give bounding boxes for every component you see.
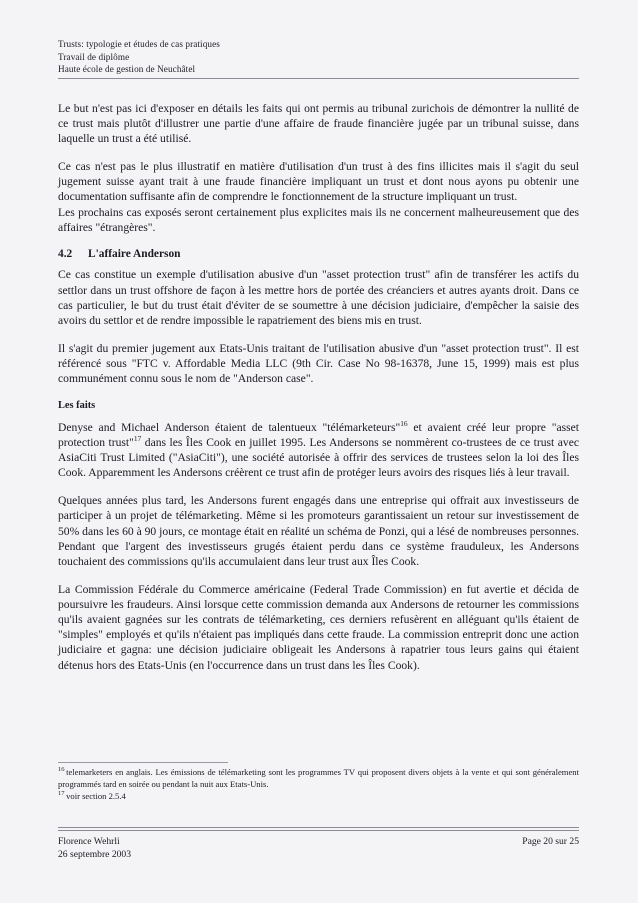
facts-text-part2: et avaient créé leur propre "asset protection trust"	[58, 420, 579, 450]
footnote-text: telemarketers en anglais. Les émissions de télémarketing sont les programmes TV qui proposent divers objets à la vente et qui sont généralement programmés tard en soirée ou pendant la nuit aux Etats-Unis.	[58, 767, 579, 789]
footer-author: Florence Wehrli	[58, 835, 120, 847]
footer-date: 26 septembre 2003	[58, 848, 132, 860]
paragraph-facts-3: La Commission Fédérale du Commerce américaine (Federal Trade Commission) en fut avertie et décida de poursuivre les fraudeurs. Ainsi lorsque cette commission demanda aux Andersons de retourner les commissions qu'ils avaient gagnées sur les contrats de télémarketing, ces derniers refusèrent en alléguant qu'ils étaient de "simples" employés et qu'ils n'étaient pas impliqués dans cette fraude. La commission entreprit donc une action judiciaire et gagna: une décision judiciaire obligeait les Andersons à rapatrier tous leurs gains qui étaient détenus hors des Etats-Unis (en l'occurrence dans un trust dans les Îles Cook).	[58, 582, 579, 672]
paragraph-next-cases: Les prochains cas exposés seront certainement plus explicites mais ils ne concernent malheureusement que des affaires "étrangères".	[58, 205, 579, 234]
subheading-les-faits: Les faits	[58, 399, 96, 411]
footer-left-block	[58, 835, 131, 861]
document-body	[58, 101, 579, 673]
footer-divider-top	[58, 827, 579, 828]
footnote-text: voir section 2.5.4	[66, 791, 126, 802]
footnote-item	[58, 791, 579, 803]
header-line-institution: Haute école de gestion de Neuchâtel	[58, 64, 196, 75]
section-number: 4.2	[58, 248, 73, 261]
paragraph-intro: Le but n'est pas ici d'exposer en détails les faits qui ont permis au tribunal zurichois de démontrer la nullité de ce trust mais plutôt d'illustrer une partie d'une affaire de fraude financière jugée par un tribunal suisse, dans laquelle un trust a été utilisé.	[58, 101, 579, 146]
header-divider	[58, 78, 579, 79]
header-line-title: Trusts: typologie et études de cas pratiques	[58, 39, 220, 49]
footnote-marker-16[interactable]: 16	[400, 418, 408, 428]
footnote-marker-17[interactable]: 17	[133, 434, 142, 444]
footer-page-number: Page 20 sur 25	[522, 835, 579, 847]
footnotes-section	[58, 762, 579, 803]
header-line-subtitle: Travail de diplôme	[58, 51, 130, 62]
facts-text-part3: dans les Îles Cook en juillet 1995. Les Andersons se nommèrent co-trustees de ce trust avec AsiaCiti Trust Limited ("AsiaCiti"), une société autorisée à offrir des services de trustees selon la loi des Îles Cook. Apparemment les Andersons créèrent ce trust afin de protéger leurs avoirs des risques liés à leur travail.	[58, 436, 579, 480]
footnote-divider	[58, 762, 228, 763]
paragraph-facts-2: Quelques années plus tard, les Andersons furent engagés dans une entreprise qui offrait aux investisseurs de participer à un projet de télémarketing. Même si les promoteurs garantissaient un retour sur investissement de 50% dans les 60 à 90 jours, ce montage était en réalité un schéma de Ponzi, qui a lésé de nombreuses personnes. Pendant que l'argent des investisseurs grugés étaient perdu dans ce système frauduleux, les Andersons touchaient des commissions qu'ils accumulaient dans leur trust aux Îles Cook.	[58, 494, 579, 568]
section-title: L'affaire Anderson	[88, 248, 181, 261]
paragraph-context: Ce cas n'est pas le plus illustratif en matière d'utilisation d'un trust à des fins illicites mais il s'agit du seul jugement suisse ayant trait à une fraude financière impliquant un trust et dont nous ayons pu obtenir une documentation suffisante afin de comprendre le fonctionnement de la structure impliquant un trust.	[58, 159, 579, 204]
document-header	[58, 38, 582, 79]
footer-content-row	[58, 835, 579, 861]
footnote-number: 16	[58, 766, 65, 774]
footnote-item	[58, 767, 579, 791]
paragraph-facts-1	[58, 420, 579, 481]
footer-divider-bottom	[58, 830, 579, 831]
document-footer	[58, 827, 579, 861]
paragraph-case-summary: Ce cas constitue un exemple d'utilisation abusive d'un "asset protection trust" afin de transférer les actifs du settlor dans un trust offshore de façon à les mettre hors de portée des créanciers et autres ayants droit. Dans ce cas particulier, le but du trust était d'éviter de se soumettre à une décision judiciaire, d'empêcher la saisie des avoirs du settlor et de rendre impossible le rapatriement des biens mis en trust.	[58, 268, 579, 328]
section-heading-4-2	[58, 247, 579, 262]
paragraph-citation: Il s'agit du premier jugement aux Etats-Unis traitant de l'utilisation abusive d'un "asset protection trust". Il est référencé sous "FTC v. Affordable Media LLC (9th Cir. Case No 98-16378, June 15, 1999) mais est plus communément connu sous le nom de "Anderson case".	[58, 341, 579, 386]
facts-text-part1: Denyse and Michael Anderson étaient de talentueux "télémarketeurs"	[58, 420, 401, 434]
footnote-number: 17	[58, 790, 65, 798]
